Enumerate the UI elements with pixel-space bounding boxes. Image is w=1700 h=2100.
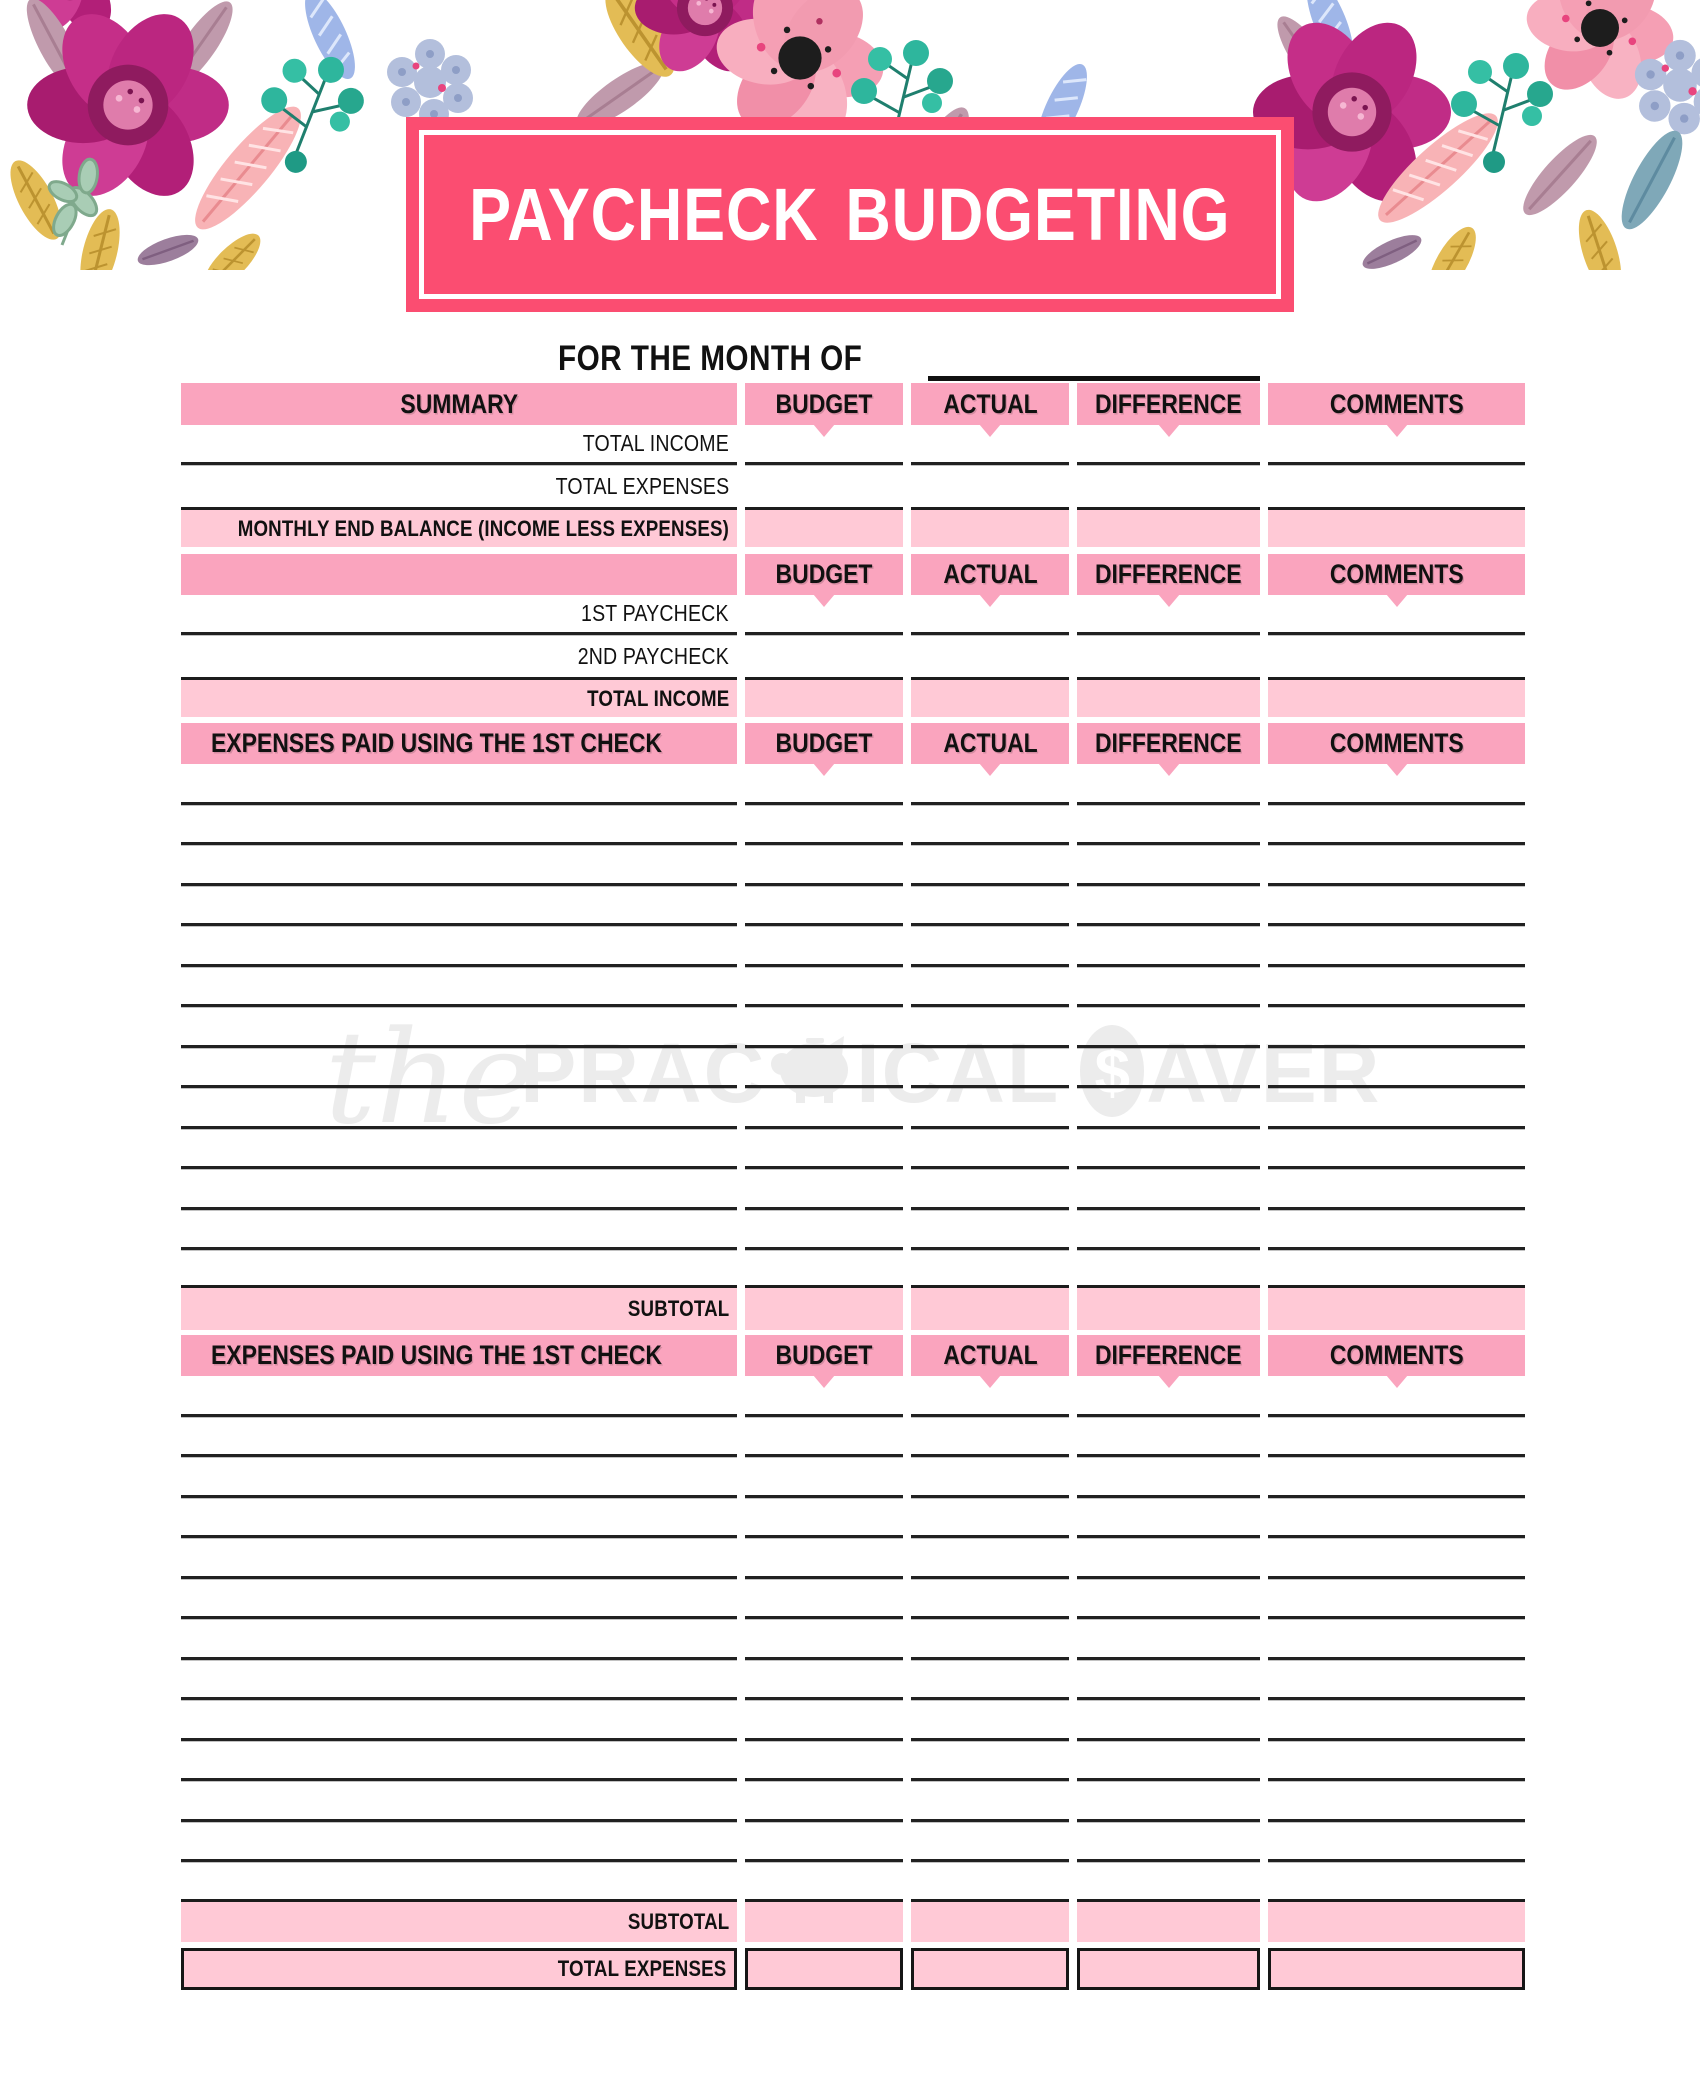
difference-entry-line[interactable] bbox=[1077, 967, 1260, 1008]
budget-entry-line[interactable] bbox=[745, 1417, 903, 1458]
comments-entry-line[interactable] bbox=[1268, 1579, 1525, 1620]
expense-row bbox=[181, 1007, 1525, 1048]
expense-name-line[interactable] bbox=[181, 805, 737, 846]
actual-entry-cell[interactable] bbox=[911, 1899, 1069, 1942]
budget-entry-line[interactable] bbox=[745, 1169, 903, 1210]
actual-entry-line[interactable] bbox=[911, 805, 1069, 846]
difference-entry-line[interactable] bbox=[1077, 1700, 1260, 1741]
row-label: 1ST PAYCHECK bbox=[181, 595, 737, 635]
comments-entry-line[interactable] bbox=[1268, 1007, 1525, 1048]
expense-name-line[interactable] bbox=[181, 1538, 737, 1579]
expense-row bbox=[181, 1457, 1525, 1498]
comments-entry-line[interactable] bbox=[1268, 1741, 1525, 1782]
comments-entry-line[interactable] bbox=[1268, 805, 1525, 846]
row-label: TOTAL INCOME bbox=[181, 677, 737, 717]
summary-balance-row bbox=[181, 507, 1525, 547]
expenses1-header-row bbox=[181, 723, 1525, 764]
row-label: TOTAL EXPENSES bbox=[181, 1948, 737, 1990]
page-title: PAYCHECK BUDGETING bbox=[469, 173, 1231, 256]
expense-row bbox=[181, 1417, 1525, 1458]
difference-header-cell: DIFFERENCE bbox=[1077, 554, 1260, 595]
difference-entry-line[interactable] bbox=[1077, 1538, 1260, 1579]
actual-header-cell: ACTUAL bbox=[911, 723, 1069, 764]
actual-entry-line[interactable] bbox=[911, 1822, 1069, 1863]
difference-entry-cell[interactable] bbox=[1077, 1899, 1260, 1942]
budget-header-cell: BUDGET bbox=[745, 383, 903, 425]
comments-entry-line[interactable] bbox=[1268, 886, 1525, 927]
budget-entry-line[interactable] bbox=[745, 1579, 903, 1620]
expense-name-line[interactable] bbox=[181, 886, 737, 927]
difference-entry-line[interactable] bbox=[1077, 1498, 1260, 1539]
budget-entry-cell[interactable] bbox=[745, 1899, 903, 1942]
expense-name-line[interactable] bbox=[181, 1210, 737, 1251]
actual-header-cell: ACTUAL bbox=[911, 383, 1069, 425]
actual-entry-cell[interactable] bbox=[911, 1285, 1069, 1330]
month-label: FOR THE MONTH OF bbox=[558, 339, 863, 378]
difference-entry-line[interactable] bbox=[1077, 1169, 1260, 1210]
expense-row bbox=[181, 1822, 1525, 1863]
title-banner bbox=[406, 117, 1294, 312]
comments-entry-line[interactable] bbox=[1268, 1048, 1525, 1089]
expense-row bbox=[181, 1619, 1525, 1660]
expense-row bbox=[181, 1579, 1525, 1620]
comments-entry-line[interactable] bbox=[1268, 465, 1525, 507]
comments-entry-line[interactable] bbox=[1268, 635, 1525, 677]
difference-entry-line[interactable] bbox=[1077, 1822, 1260, 1863]
income-header-row bbox=[181, 554, 1525, 595]
budget-entry-line[interactable] bbox=[745, 886, 903, 927]
pointer-tail bbox=[1386, 424, 1408, 437]
budget-entry-cell[interactable] bbox=[745, 1948, 903, 1990]
expense-name-line[interactable] bbox=[181, 1048, 737, 1089]
expense-row bbox=[181, 1741, 1525, 1782]
actual-entry-cell[interactable] bbox=[911, 677, 1069, 717]
budget-entry-cell[interactable] bbox=[745, 507, 903, 547]
actual-entry-line[interactable] bbox=[911, 1660, 1069, 1701]
expense-name-line[interactable] bbox=[181, 926, 737, 967]
difference-entry-line[interactable] bbox=[1077, 465, 1260, 507]
comments-entry-cell[interactable] bbox=[1268, 1948, 1525, 1990]
expenses1-title-cell: EXPENSES PAID USING THE 1ST CHECK bbox=[181, 723, 737, 764]
expense-row bbox=[181, 1538, 1525, 1579]
pointer-tail bbox=[979, 763, 1001, 776]
difference-entry-cell[interactable] bbox=[1077, 677, 1260, 717]
row-label: TOTAL EXPENSES bbox=[555, 472, 729, 499]
difference-entry-line[interactable] bbox=[1077, 1210, 1260, 1251]
income-total-row bbox=[181, 677, 1525, 717]
watermark-part3: AVER bbox=[1146, 1026, 1382, 1120]
actual-entry-line[interactable] bbox=[911, 926, 1069, 967]
difference-entry-cell[interactable] bbox=[1077, 507, 1260, 547]
expenses2-rows bbox=[181, 1376, 1525, 1862]
budget-entry-line[interactable] bbox=[745, 926, 903, 967]
difference-entry-line[interactable] bbox=[1077, 805, 1260, 846]
expense-row bbox=[181, 805, 1525, 846]
comments-entry-cell[interactable] bbox=[1268, 1899, 1525, 1942]
budget-entry-line[interactable] bbox=[745, 1498, 903, 1539]
pointer-tail bbox=[1158, 424, 1180, 437]
comments-entry-line[interactable] bbox=[1268, 1822, 1525, 1863]
comments-entry-line[interactable] bbox=[1268, 1781, 1525, 1822]
budget-entry-line[interactable] bbox=[745, 1088, 903, 1129]
budget-entry-line[interactable] bbox=[745, 1822, 903, 1863]
budget-entry-cell[interactable] bbox=[745, 677, 903, 717]
difference-entry-line[interactable] bbox=[1077, 1457, 1260, 1498]
budget-entry-line[interactable] bbox=[745, 635, 903, 677]
row-label: 2ND PAYCHECK bbox=[577, 642, 729, 669]
blank-header-cell bbox=[181, 554, 737, 595]
expense-name-line[interactable] bbox=[181, 1498, 737, 1539]
difference-entry-line[interactable] bbox=[1077, 635, 1260, 677]
budget-entry-line[interactable] bbox=[745, 805, 903, 846]
expense-row bbox=[181, 1088, 1525, 1129]
budget-entry-line[interactable] bbox=[745, 1781, 903, 1822]
budget-entry-line[interactable] bbox=[745, 1538, 903, 1579]
comments-entry-line[interactable] bbox=[1268, 1417, 1525, 1458]
actual-entry-line[interactable] bbox=[911, 1169, 1069, 1210]
expense-row bbox=[181, 1129, 1525, 1170]
pointer-tail bbox=[1386, 763, 1408, 776]
actual-entry-line[interactable] bbox=[911, 845, 1069, 886]
row-label: TOTAL INCOME bbox=[181, 425, 737, 465]
actual-entry-line[interactable] bbox=[911, 967, 1069, 1008]
expense-row bbox=[181, 1169, 1525, 1210]
expense-row bbox=[181, 926, 1525, 967]
expenses1-subtotal-row bbox=[181, 1285, 1525, 1330]
expense-name-line[interactable] bbox=[181, 967, 737, 1008]
pointer-tail bbox=[979, 1375, 1001, 1388]
difference-header-cell: DIFFERENCE bbox=[1077, 383, 1260, 425]
comments-header-cell: COMMENTS bbox=[1268, 383, 1525, 425]
budget-entry-line[interactable] bbox=[745, 1048, 903, 1089]
comments-entry-line[interactable] bbox=[1268, 1457, 1525, 1498]
expense-name-line[interactable] bbox=[181, 1660, 737, 1701]
actual-entry-cell[interactable] bbox=[911, 1948, 1069, 1990]
actual-entry-line[interactable] bbox=[911, 635, 1069, 677]
comments-entry-line[interactable] bbox=[1268, 845, 1525, 886]
difference-entry-line[interactable] bbox=[1077, 1129, 1260, 1170]
comments-header-cell: COMMENTS bbox=[1268, 1335, 1525, 1376]
expenses2-subtotal-row bbox=[181, 1899, 1525, 1942]
budget-entry-line[interactable] bbox=[745, 1700, 903, 1741]
actual-header-cell: ACTUAL bbox=[911, 1335, 1069, 1376]
pointer-tail bbox=[1386, 1375, 1408, 1388]
month-input-line[interactable] bbox=[928, 336, 1260, 381]
actual-entry-line[interactable] bbox=[911, 1619, 1069, 1660]
watermark-part1: PRAC bbox=[520, 1026, 767, 1120]
expense-row bbox=[181, 1700, 1525, 1741]
difference-header-cell: DIFFERENCE bbox=[1077, 723, 1260, 764]
comments-entry-line[interactable] bbox=[1268, 1169, 1525, 1210]
expense-name-line[interactable] bbox=[181, 1457, 737, 1498]
difference-entry-line[interactable] bbox=[1077, 1579, 1260, 1620]
pointer-tail bbox=[1158, 763, 1180, 776]
expense-name-line[interactable] bbox=[181, 1579, 737, 1620]
difference-entry-line[interactable] bbox=[1077, 1619, 1260, 1660]
expense-name-line[interactable] bbox=[181, 1619, 737, 1660]
row-label: MONTHLY END BALANCE (INCOME LESS EXPENSES) bbox=[181, 507, 737, 547]
expenses2-title-cell: EXPENSES PAID USING THE 1ST CHECK bbox=[181, 1335, 737, 1376]
budget-entry-line[interactable] bbox=[745, 1129, 903, 1170]
actual-entry-line[interactable] bbox=[911, 1048, 1069, 1089]
actual-entry-line[interactable] bbox=[911, 1700, 1069, 1741]
budget-header-cell: BUDGET bbox=[745, 1335, 903, 1376]
actual-entry-line[interactable] bbox=[911, 1417, 1069, 1458]
expense-name-line[interactable] bbox=[181, 845, 737, 886]
budget-entry-line[interactable] bbox=[745, 1457, 903, 1498]
expense-row bbox=[181, 1660, 1525, 1701]
difference-entry-line[interactable] bbox=[1077, 1088, 1260, 1129]
difference-entry-line[interactable] bbox=[1077, 1417, 1260, 1458]
actual-header-cell: ACTUAL bbox=[911, 554, 1069, 595]
comments-entry-cell[interactable] bbox=[1268, 1285, 1525, 1330]
budget-entry-line[interactable] bbox=[745, 1210, 903, 1251]
actual-entry-line[interactable] bbox=[911, 1741, 1069, 1782]
difference-entry-line[interactable] bbox=[1077, 1048, 1260, 1089]
comments-header-cell: COMMENTS bbox=[1268, 554, 1525, 595]
difference-entry-line[interactable] bbox=[1077, 1781, 1260, 1822]
total-expenses-row bbox=[181, 1948, 1525, 1990]
expense-row bbox=[181, 764, 1525, 805]
summary-header-cell: SUMMARY bbox=[181, 383, 737, 425]
actual-entry-cell[interactable] bbox=[911, 507, 1069, 547]
comments-entry-line[interactable] bbox=[1268, 1498, 1525, 1539]
watermark-part2: ICAL bbox=[856, 1026, 1061, 1120]
budget-entry-line[interactable] bbox=[745, 1619, 903, 1660]
actual-entry-line[interactable] bbox=[911, 1088, 1069, 1129]
budget-entry-line[interactable] bbox=[745, 967, 903, 1008]
actual-entry-line[interactable] bbox=[911, 1457, 1069, 1498]
first-paycheck-row bbox=[181, 595, 1525, 635]
expense-name-line[interactable] bbox=[181, 1781, 737, 1822]
summary-total-income-row bbox=[181, 425, 1525, 465]
comments-entry-line[interactable] bbox=[1268, 1538, 1525, 1579]
pointer-tail bbox=[1158, 594, 1180, 607]
expense-name-line[interactable] bbox=[181, 1007, 737, 1048]
dollar-coin-icon: $ bbox=[1080, 1025, 1144, 1117]
budget-header-cell: BUDGET bbox=[745, 723, 903, 764]
difference-header-cell: DIFFERENCE bbox=[1077, 1335, 1260, 1376]
difference-entry-cell[interactable] bbox=[1077, 1285, 1260, 1330]
difference-entry-cell[interactable] bbox=[1077, 1948, 1260, 1990]
budget-entry-cell[interactable] bbox=[745, 1285, 903, 1330]
budget-entry-line[interactable] bbox=[745, 1741, 903, 1782]
budget-entry-line[interactable] bbox=[745, 845, 903, 886]
expense-row bbox=[181, 845, 1525, 886]
actual-entry-line[interactable] bbox=[911, 1498, 1069, 1539]
difference-entry-line[interactable] bbox=[1077, 1660, 1260, 1701]
comments-entry-line[interactable] bbox=[1268, 926, 1525, 967]
expenses2-header-row bbox=[181, 1335, 1525, 1376]
actual-entry-line[interactable] bbox=[911, 1007, 1069, 1048]
row-label: SUBTOTAL bbox=[181, 1899, 737, 1942]
expense-row bbox=[181, 1210, 1525, 1251]
comments-entry-line[interactable] bbox=[1268, 1088, 1525, 1129]
expense-name-line[interactable] bbox=[181, 764, 737, 805]
comments-entry-line[interactable] bbox=[1268, 967, 1525, 1008]
difference-entry-line[interactable] bbox=[1077, 845, 1260, 886]
row-label: SUBTOTAL bbox=[181, 1285, 737, 1330]
difference-entry-line[interactable] bbox=[1077, 1741, 1260, 1782]
difference-entry-line[interactable] bbox=[1077, 1007, 1260, 1048]
budget-entry-line[interactable] bbox=[745, 465, 903, 507]
budget-header-cell: BUDGET bbox=[745, 554, 903, 595]
expense-row bbox=[181, 1781, 1525, 1822]
difference-entry-line[interactable] bbox=[1077, 926, 1260, 967]
expense-name-line[interactable] bbox=[181, 1376, 737, 1417]
pointer-tail bbox=[813, 594, 835, 607]
expense-row bbox=[181, 1498, 1525, 1539]
comments-entry-line[interactable] bbox=[1268, 1129, 1525, 1170]
comments-entry-cell[interactable] bbox=[1268, 507, 1525, 547]
budget-table bbox=[181, 383, 1525, 1990]
actual-entry-line[interactable] bbox=[911, 1781, 1069, 1822]
expense-row bbox=[181, 967, 1525, 1008]
comments-entry-line[interactable] bbox=[1268, 1700, 1525, 1741]
expense-row bbox=[181, 1048, 1525, 1089]
expense-name-line[interactable] bbox=[181, 1169, 737, 1210]
pointer-tail bbox=[813, 763, 835, 776]
actual-entry-line[interactable] bbox=[911, 1129, 1069, 1170]
summary-total-expenses-row bbox=[181, 465, 1525, 507]
comments-entry-line[interactable] bbox=[1268, 1210, 1525, 1251]
comments-entry-cell[interactable] bbox=[1268, 677, 1525, 717]
budget-entry-line[interactable] bbox=[745, 1007, 903, 1048]
expenses1-rows bbox=[181, 764, 1525, 1250]
watermark-script: the bbox=[324, 1004, 535, 1153]
pointer-tail bbox=[813, 1375, 835, 1388]
expense-name-line[interactable] bbox=[181, 1088, 737, 1129]
actual-entry-line[interactable] bbox=[911, 1210, 1069, 1251]
expense-name-line[interactable] bbox=[181, 1700, 737, 1741]
pointer-tail bbox=[813, 424, 835, 437]
difference-entry-line[interactable] bbox=[1077, 886, 1260, 927]
month-row bbox=[558, 336, 1260, 381]
expense-name-line[interactable] bbox=[181, 1129, 737, 1170]
summary-header-row bbox=[181, 383, 1525, 425]
comments-entry-line[interactable] bbox=[1268, 1619, 1525, 1660]
expense-name-line[interactable] bbox=[181, 1741, 737, 1782]
pointer-tail bbox=[1386, 594, 1408, 607]
actual-entry-line[interactable] bbox=[911, 886, 1069, 927]
expense-name-line[interactable] bbox=[181, 1417, 737, 1458]
pointer-tail bbox=[1158, 1375, 1180, 1388]
expense-row bbox=[181, 886, 1525, 927]
budget-entry-line[interactable] bbox=[745, 1660, 903, 1701]
comments-header-cell: COMMENTS bbox=[1268, 723, 1525, 764]
pointer-tail bbox=[979, 594, 1001, 607]
actual-entry-line[interactable] bbox=[911, 465, 1069, 507]
expense-name-line[interactable] bbox=[181, 1822, 737, 1863]
actual-entry-line[interactable] bbox=[911, 1538, 1069, 1579]
expense-row bbox=[181, 1376, 1525, 1417]
pointer-tail bbox=[979, 424, 1001, 437]
actual-entry-line[interactable] bbox=[911, 1579, 1069, 1620]
comments-entry-line[interactable] bbox=[1268, 1660, 1525, 1701]
second-paycheck-row bbox=[181, 635, 1525, 677]
